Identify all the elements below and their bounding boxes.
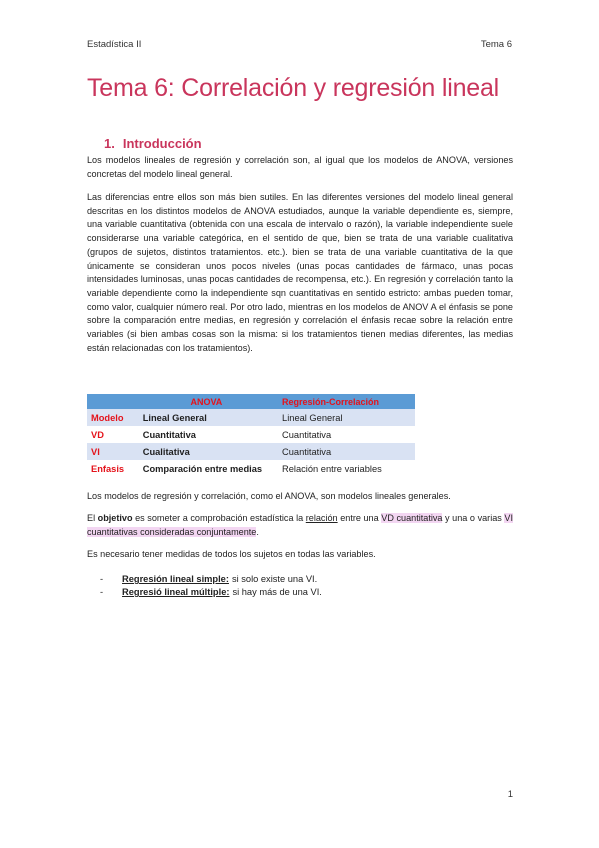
definitions-list xyxy=(100,574,322,600)
bullet-dash: - xyxy=(100,574,104,584)
table-row xyxy=(87,443,415,460)
table-cell: Lineal General xyxy=(276,409,415,426)
vi-highlight: VI cuantitativas consideradas conjuntamente xyxy=(87,513,513,537)
definition-desc: si solo existe una VI. xyxy=(231,574,318,584)
table-header-cell: ANOVA xyxy=(137,394,276,409)
relation-term: relación xyxy=(305,513,338,523)
table-cell: Relación entre variables xyxy=(282,463,382,474)
table-header-row xyxy=(87,394,415,409)
differences-paragraph: Las diferencias entre ellos son más bien sutiles. En las diferentes versiones del modelo lineal general descritas en los distintos modelos de ANOVA estudiados, aunque la variable dependiente es, siempre, una variable cuantitativa (obtenida con una escala de intervalo o razón), la variable independiente suele considerarse una variable categórica, en el sentido de que, bien se trata de una variable cualitativa (grupos de sujetos, distintos tratamientos. etc.). bien se trata de una variable cuantitativa de la que únicamente se consideran unos pocos niveles (unas pocas cantidades de fármaco, unas pocas intensidades luminosas, unas pocas cantidades de recompensa, etc.). En regresión y correlación tanto la variable dependiente como la independiente sqn cuantitativas en sentido estricto: ambas pueden tomar, como valor, cualquier número real. Por otro lado, mientras en los modelos de ANOV A el énfasis se pone sobre la comparación entre medias, en regresión y correlación el énfasis recae sobre la relación entre variables (si bien ambas cosas son la misma: si los tratamientos tienen medias diferentes, las medias están relacionadas con los tratamientos). xyxy=(87,192,513,353)
row-label: VD xyxy=(91,429,104,440)
table-cell: Cuantitativa xyxy=(276,443,415,460)
definition-term: Regresión lineal simple: xyxy=(122,574,229,584)
list-item xyxy=(100,574,322,584)
table-row xyxy=(87,409,415,426)
objective-paragraph xyxy=(87,512,513,539)
section-label: Introducción xyxy=(122,136,202,151)
row-label: VI xyxy=(87,443,137,460)
table-header-cell: Regresión-Correlación xyxy=(276,394,415,409)
section-heading xyxy=(104,136,202,151)
vd-highlight: VD cuantitativa xyxy=(381,513,443,523)
table-cell: Cuantitativa xyxy=(282,429,332,440)
text-run: es someter a comprobación estadística la xyxy=(132,513,306,523)
text-run: y una o varias xyxy=(442,513,505,523)
text-run: entre una xyxy=(337,513,382,523)
table-cell: Cuantitativa xyxy=(142,429,196,440)
definition-term: Regresió lineal múltiple: xyxy=(122,587,230,597)
page-header xyxy=(87,39,512,50)
page-title: Tema 6: Correlación y regresión lineal xyxy=(87,74,500,102)
definition-desc: si hay más de una VI. xyxy=(232,587,322,597)
objective-term: objetivo xyxy=(97,513,133,523)
comparison-table xyxy=(87,394,415,477)
row-label: Modelo xyxy=(87,409,137,426)
table-cell: Lineal General xyxy=(137,409,276,426)
header-course: Estadística II xyxy=(87,39,142,50)
page-number: 1 xyxy=(507,789,513,800)
table-cell: Comparación entre medias xyxy=(142,463,263,474)
table-row xyxy=(87,460,415,477)
general-linear-paragraph: Los modelos de regresión y correlación, como el ANOVA, son modelos lineales generales. xyxy=(87,491,451,501)
section-number: 1. xyxy=(104,136,115,151)
header-topic: Tema 6 xyxy=(480,39,512,50)
intro-paragraph: Los modelos lineales de regresión y correlación son, al igual que los modelos de ANOVA, versiones concretas del modelo lineal general. xyxy=(87,155,513,179)
list-item xyxy=(100,587,322,597)
text-run: . xyxy=(256,526,259,537)
row-label: Enfasis xyxy=(91,463,125,474)
measures-paragraph: Es necesario tener medidas de todos los sujetos en todas las variables. xyxy=(87,549,376,559)
table-row xyxy=(87,426,415,443)
table-cell: Cualitativa xyxy=(137,443,276,460)
text-run: El xyxy=(87,513,98,523)
bullet-dash: - xyxy=(100,587,104,597)
table-header-cell xyxy=(87,394,137,409)
